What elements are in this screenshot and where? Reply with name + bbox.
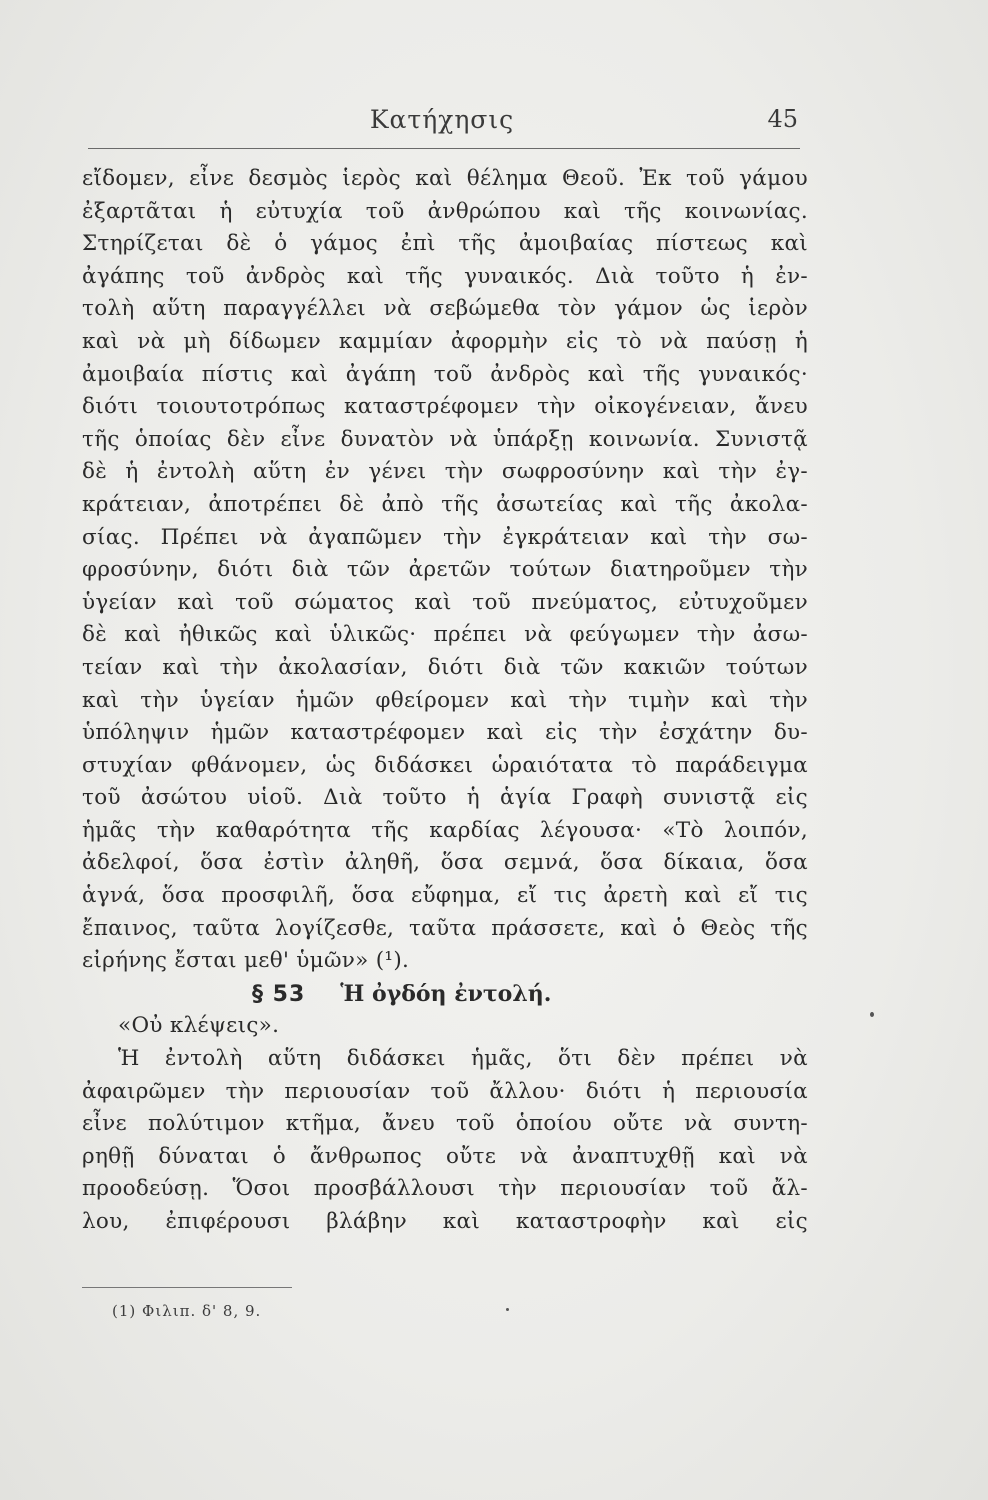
section-heading [82, 978, 808, 1011]
text-line: Ἡ ἐντολὴ αὕτη διδάσκει ἡμᾶς, ὅτι δὲν πρέπει νὰ [118, 1046, 808, 1072]
section-number: § 53 [252, 981, 306, 1007]
running-header [82, 105, 802, 145]
text-line: ἔπαινος, ταῦτα λογίζεσθε, ταῦτα πράσσετε, καὶ ὁ Θεὸς τῆς [82, 915, 808, 941]
text-line: τείαν καὶ τὴν ἀκολασίαν, διότι διὰ τῶν κακιῶν τούτων [82, 654, 808, 680]
text-line: λου, ἐπιφέρουσι βλάβην καὶ καταστροφὴν καὶ εἰς [82, 1209, 808, 1234]
commandment-quote: «Οὐ κλέψεις». [118, 1013, 280, 1039]
body-text [82, 163, 808, 1239]
text-line: εἴδομεν, εἶνε δεσμὸς ἱερὸς καὶ θέλημα Θεοῦ. Ἐκ τοῦ γάμου [82, 166, 808, 191]
text-line: Στηρίζεται δὲ ὁ γάμος ἐπὶ τῆς ἀμοιβαίας πίστεως καὶ [82, 231, 808, 257]
text-line: δὲ ἡ ἐντολὴ αὕτη ἐν γένει τὴν σωφροσύνην καὶ τὴν ἐγ- [82, 459, 808, 485]
footnote-rule [82, 1287, 292, 1288]
text-line: ἀγάπης τοῦ ἀνδρὸς καὶ τῆς γυναικός. Διὰ τοῦτο ἡ ἐν- [82, 263, 808, 289]
text-line: δὲ καὶ ἠθικῶς καὶ ὑλικῶς· πρέπει νὰ φεύγωμεν τὴν ἀσω- [82, 622, 808, 648]
text-line: εἰρήνης ἔσται μεθ' ὑμῶν» (¹). [82, 948, 410, 974]
footnote: (1) Φιλιπ. δ' 8, 9. [112, 1302, 262, 1320]
text-line: ὑγείαν καὶ τοῦ σώματος καὶ τοῦ πνεύματος, εὐτυχοῦμεν [82, 589, 808, 615]
text-line: ἐξαρτᾶται ἡ εὐτυχία τοῦ ἀνθρώπου καὶ τῆς κοινωνίας. [82, 198, 808, 224]
text-line: καὶ τὴν ὑγείαν ἡμῶν φθείρομεν καὶ τὴν τιμὴν καὶ τὴν [82, 687, 808, 713]
page-number: 45 [767, 105, 798, 133]
text-line: καὶ νὰ μὴ δίδωμεν καμμίαν ἀφορμὴν εἰς τὸ νὰ παύσῃ ἡ [82, 328, 808, 354]
text-line: ρηθῇ δύναται ὁ ἄνθρωπος οὔτε νὰ ἀναπτυχθῇ καὶ νὰ [82, 1143, 808, 1169]
text-line: τῆς ὁποίας δὲν εἶνε δυνατὸν νὰ ὑπάρξῃ κοινωνία. Συνιστᾷ [82, 426, 808, 452]
text-line: σίας. Πρέπει νὰ ἀγαπῶμεν τὴν ἐγκράτειαν καὶ τὴν σω- [82, 524, 808, 550]
text-line: φροσύνην, διότι διὰ τῶν ἀρετῶν τούτων διατηροῦμεν τὴν [82, 557, 808, 583]
text-line: ἀδελφοί, ὅσα ἐστὶν ἀληθῆ, ὅσα σεμνά, ὅσα δίκαια, ὅσα [82, 850, 808, 876]
header-rule [88, 148, 800, 149]
text-line: εἶνε πολύτιμον κτῆμα, ἄνευ τοῦ ὁποίου οὔτε νὰ συντη- [82, 1111, 808, 1137]
running-title: Κατήχησις [369, 105, 515, 134]
text-line: διότι τοιουτοτρόπως καταστρέφομεν τὴν οἰκογένειαν, ἄνευ [82, 394, 808, 420]
text-line: κράτειαν, ἀποτρέπει δὲ ἀπὸ τῆς ἀσωτείας καὶ τῆς ἀκολα- [82, 491, 808, 517]
text-line: τοῦ ἀσώτου υἱοῦ. Διὰ τοῦτο ἡ ἁγία Γραφὴ συνιστᾷ εἰς [82, 785, 808, 811]
text-line: στυχίαν φθάνομεν, ὡς διδάσκει ὡραιότατα τὸ παράδειγμα [82, 752, 808, 778]
text-line: ὑπόληψιν ἡμῶν καταστρέφομεν καὶ εἰς τὴν ἐσχάτην δυ- [82, 720, 808, 746]
text-line: ἀφαιρῶμεν τὴν περιουσίαν τοῦ ἄλλου· διότι ἡ περιουσία [82, 1078, 808, 1104]
text-line: ἁγνά, ὅσα προσφιλῆ, ὅσα εὔφημα, εἴ τις ἀρετὴ καὶ εἴ τις [82, 883, 808, 909]
text-line: προοδεύσῃ. Ὅσοι προσβάλλουσι τὴν περιουσίαν τοῦ ἄλ- [82, 1176, 808, 1202]
section-title: Ἡ ὀγδόη ἐντολή. [340, 980, 552, 1007]
print-speck [870, 1012, 874, 1017]
text-line: ἀμοιβαία πίστις καὶ ἀγάπη τοῦ ἀνδρὸς καὶ τῆς γυναικός· [82, 361, 808, 387]
print-speck [506, 1308, 509, 1311]
text-line: τολὴ αὕτη παραγγέλλει νὰ σεβώμεθα τὸν γάμον ὡς ἱερὸν [82, 296, 808, 322]
text-line: ἡμᾶς τὴν καθαρότητα τῆς καρδίας λέγουσα· «Τὸ λοιπόν, [82, 817, 808, 843]
